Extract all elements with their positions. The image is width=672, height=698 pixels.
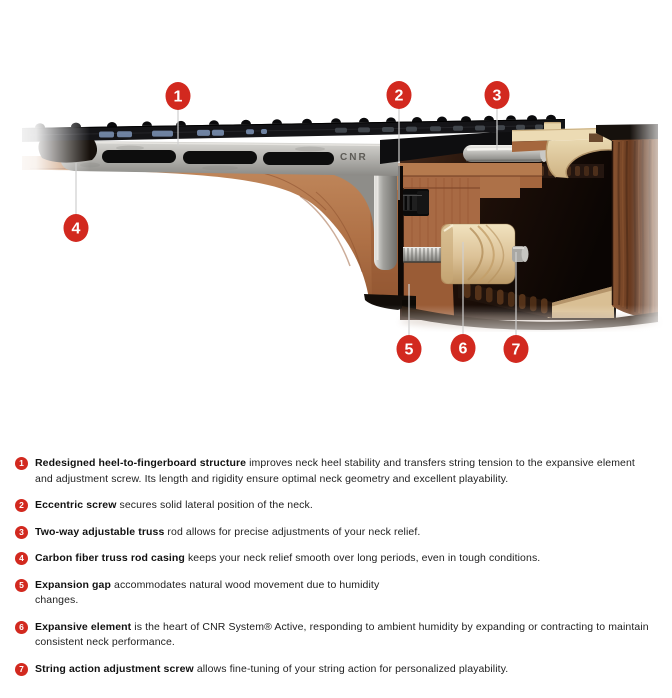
legend-item-text [35, 620, 649, 651]
callout-number-7: 7 [511, 341, 521, 359]
truss-rod-thread [396, 247, 446, 262]
legend-item-number: 7 [15, 663, 28, 676]
callout-number-4: 4 [71, 220, 81, 238]
legend-item [15, 662, 663, 678]
legend-item-text [35, 456, 635, 487]
legend-line: Carbon fiber truss rod casing keeps your neck relief smooth over long periods, even in tough conditions. [35, 552, 541, 564]
legend-item [15, 525, 663, 541]
callout-number-1: 1 [173, 88, 183, 106]
legend-line: changes. [35, 594, 79, 606]
adjustment-screw [512, 246, 529, 262]
legend-line: Expansion gap accommodates natural wood movement due to humidity [35, 578, 380, 591]
legend-item [15, 620, 663, 651]
legend-item-number: 1 [15, 457, 28, 470]
legend-item-number: 3 [15, 526, 28, 539]
legend-item [15, 551, 663, 567]
legend-item [15, 578, 663, 609]
legend-item-text [35, 578, 379, 609]
legend-line: Eccentric screw secures solid lateral position of the neck. [35, 499, 313, 511]
legend-item-number: 6 [15, 621, 28, 634]
legend-line: String action adjustment screw allows fine-tuning of your string action for personalized playability. [35, 662, 509, 675]
legend-line: Two-way adjustable truss rod allows for precise adjustments of your neck relief. [35, 525, 421, 538]
legend-line: Redesigned heel-to-fingerboard structure improves neck heel stability and transfers string tension to the expansive element [35, 457, 635, 469]
callout-number-2: 2 [394, 87, 404, 105]
callout-number-5: 5 [404, 341, 414, 359]
legend-line: consistent neck performance. [35, 636, 175, 648]
legend [15, 456, 663, 688]
legend-item-text [35, 498, 313, 514]
legend-item [15, 498, 663, 514]
legend-item-number: 4 [15, 552, 28, 565]
legend-line: and adjustment screw. Its length and rigidity ensure optimal neck geometry and excellent playability. [35, 472, 509, 485]
callout-number-6: 6 [458, 340, 468, 358]
legend-item-text [35, 662, 508, 678]
legend-item-text [35, 525, 420, 541]
legend-item [15, 456, 663, 487]
bottom-fade [0, 305, 672, 365]
expansive-element [441, 224, 515, 284]
legend-item-number: 5 [15, 579, 28, 592]
cnr-engraving: CNR [340, 152, 368, 163]
callout-number-3: 3 [492, 87, 502, 105]
legend-item-text [35, 551, 540, 567]
legend-item-number: 2 [15, 499, 28, 512]
legend-line: Expansive element is the heart of CNR System® Active, responding to ambient humidity by expanding or contracting to maintain [35, 620, 649, 633]
